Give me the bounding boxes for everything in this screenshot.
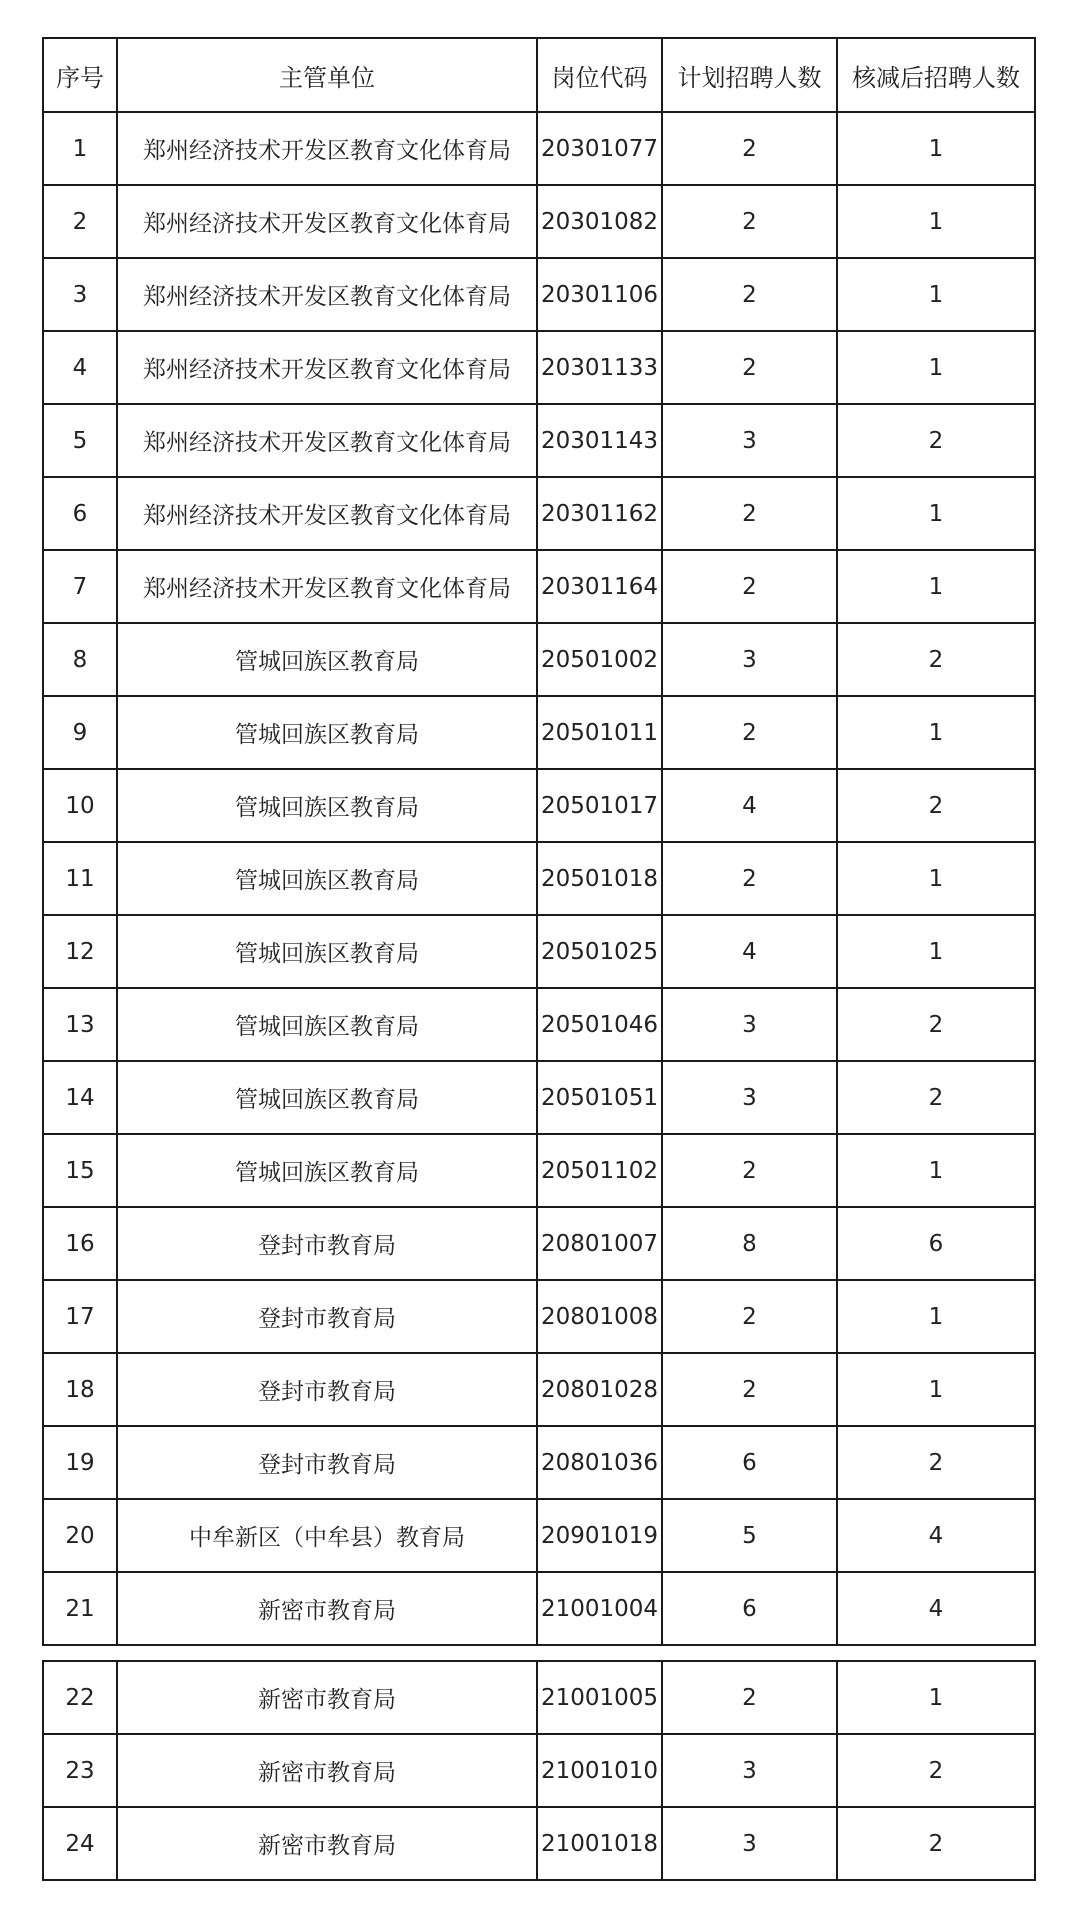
table-row	[43, 696, 1035, 769]
table-row	[43, 623, 1035, 696]
header-code: 岗位代码	[537, 38, 662, 112]
cell-code: 20301082	[537, 185, 662, 258]
cell-reduced: 4	[837, 1499, 1035, 1572]
cell-index: 10	[43, 769, 117, 842]
cell-code: 20301162	[537, 477, 662, 550]
cell-unit: 郑州经济技术开发区教育文化体育局	[117, 477, 537, 550]
cell-reduced: 6	[837, 1207, 1035, 1280]
cell-reduced: 2	[837, 988, 1035, 1061]
cell-index: 23	[43, 1734, 117, 1807]
cell-index: 11	[43, 842, 117, 915]
cell-planned: 6	[662, 1426, 837, 1499]
cell-reduced: 2	[837, 404, 1035, 477]
cell-unit: 新密市教育局	[117, 1807, 537, 1880]
cell-reduced: 1	[837, 550, 1035, 623]
cell-reduced: 2	[837, 1807, 1035, 1880]
cell-index: 18	[43, 1353, 117, 1426]
table-row	[43, 1280, 1035, 1353]
cell-unit: 管城回族区教育局	[117, 1061, 537, 1134]
cell-index: 9	[43, 696, 117, 769]
table-body-continued	[43, 1661, 1035, 1880]
cell-unit: 管城回族区教育局	[117, 988, 537, 1061]
cell-unit: 郑州经济技术开发区教育文化体育局	[117, 112, 537, 185]
cell-code: 20801028	[537, 1353, 662, 1426]
cell-code: 20801036	[537, 1426, 662, 1499]
cell-planned: 4	[662, 915, 837, 988]
cell-index: 1	[43, 112, 117, 185]
cell-index: 13	[43, 988, 117, 1061]
cell-index: 5	[43, 404, 117, 477]
cell-planned: 3	[662, 1734, 837, 1807]
cell-planned: 8	[662, 1207, 837, 1280]
cell-index: 8	[43, 623, 117, 696]
cell-reduced: 2	[837, 1734, 1035, 1807]
cell-planned: 5	[662, 1499, 837, 1572]
table-row	[43, 112, 1035, 185]
table-row	[43, 404, 1035, 477]
cell-reduced: 1	[837, 842, 1035, 915]
cell-code: 20301164	[537, 550, 662, 623]
recruitment-table	[42, 37, 1036, 1646]
recruitment-table-continued	[42, 1660, 1036, 1881]
table-row	[43, 842, 1035, 915]
cell-planned: 3	[662, 1807, 837, 1880]
cell-reduced: 2	[837, 623, 1035, 696]
header-unit: 主管单位	[117, 38, 537, 112]
cell-unit: 管城回族区教育局	[117, 915, 537, 988]
cell-code: 21001005	[537, 1661, 662, 1734]
cell-index: 12	[43, 915, 117, 988]
cell-unit: 管城回族区教育局	[117, 623, 537, 696]
cell-index: 3	[43, 258, 117, 331]
table-row	[43, 988, 1035, 1061]
table-row	[43, 185, 1035, 258]
cell-reduced: 1	[837, 696, 1035, 769]
table-row	[43, 1207, 1035, 1280]
cell-reduced: 1	[837, 1661, 1035, 1734]
cell-reduced: 2	[837, 1426, 1035, 1499]
cell-index: 14	[43, 1061, 117, 1134]
table-body	[43, 112, 1035, 1645]
cell-planned: 3	[662, 404, 837, 477]
cell-unit: 郑州经济技术开发区教育文化体育局	[117, 331, 537, 404]
table-header-row	[43, 38, 1035, 112]
cell-reduced: 1	[837, 477, 1035, 550]
cell-index: 4	[43, 331, 117, 404]
cell-reduced: 1	[837, 1134, 1035, 1207]
cell-planned: 2	[662, 842, 837, 915]
cell-index: 15	[43, 1134, 117, 1207]
cell-index: 6	[43, 477, 117, 550]
cell-index: 21	[43, 1572, 117, 1645]
cell-planned: 2	[662, 1280, 837, 1353]
cell-reduced: 1	[837, 1353, 1035, 1426]
cell-planned: 4	[662, 769, 837, 842]
cell-unit: 管城回族区教育局	[117, 1134, 537, 1207]
cell-unit: 管城回族区教育局	[117, 696, 537, 769]
cell-planned: 2	[662, 331, 837, 404]
cell-index: 2	[43, 185, 117, 258]
cell-code: 20501046	[537, 988, 662, 1061]
cell-code: 21001018	[537, 1807, 662, 1880]
cell-index: 24	[43, 1807, 117, 1880]
cell-code: 20501051	[537, 1061, 662, 1134]
table-row	[43, 1134, 1035, 1207]
cell-reduced: 1	[837, 1280, 1035, 1353]
table-row	[43, 331, 1035, 404]
cell-code: 20501002	[537, 623, 662, 696]
cell-unit: 中牟新区（中牟县）教育局	[117, 1499, 537, 1572]
cell-index: 17	[43, 1280, 117, 1353]
cell-planned: 2	[662, 258, 837, 331]
header-reduced: 核减后招聘人数	[837, 38, 1035, 112]
cell-unit: 新密市教育局	[117, 1572, 537, 1645]
cell-planned: 2	[662, 1661, 837, 1734]
cell-unit: 登封市教育局	[117, 1353, 537, 1426]
cell-code: 20501025	[537, 915, 662, 988]
cell-code: 20801008	[537, 1280, 662, 1353]
cell-planned: 3	[662, 1061, 837, 1134]
cell-code: 20801007	[537, 1207, 662, 1280]
cell-planned: 2	[662, 550, 837, 623]
cell-code: 20301077	[537, 112, 662, 185]
cell-unit: 登封市教育局	[117, 1207, 537, 1280]
table-row	[43, 1807, 1035, 1880]
cell-unit: 管城回族区教育局	[117, 842, 537, 915]
table-row	[43, 915, 1035, 988]
cell-reduced: 1	[837, 185, 1035, 258]
header-planned: 计划招聘人数	[662, 38, 837, 112]
cell-planned: 2	[662, 1353, 837, 1426]
cell-index: 20	[43, 1499, 117, 1572]
cell-reduced: 1	[837, 331, 1035, 404]
cell-unit: 新密市教育局	[117, 1734, 537, 1807]
table-row	[43, 477, 1035, 550]
cell-unit: 郑州经济技术开发区教育文化体育局	[117, 550, 537, 623]
cell-index: 19	[43, 1426, 117, 1499]
cell-code: 20301106	[537, 258, 662, 331]
table-row	[43, 1353, 1035, 1426]
cell-planned: 2	[662, 185, 837, 258]
cell-planned: 2	[662, 112, 837, 185]
cell-code: 20301143	[537, 404, 662, 477]
cell-reduced: 1	[837, 112, 1035, 185]
cell-unit: 新密市教育局	[117, 1661, 537, 1734]
cell-index: 16	[43, 1207, 117, 1280]
cell-unit: 登封市教育局	[117, 1426, 537, 1499]
cell-planned: 3	[662, 623, 837, 696]
cell-code: 20501011	[537, 696, 662, 769]
cell-code: 21001010	[537, 1734, 662, 1807]
table-row	[43, 550, 1035, 623]
cell-planned: 6	[662, 1572, 837, 1645]
table-row	[43, 1572, 1035, 1645]
cell-unit: 郑州经济技术开发区教育文化体育局	[117, 185, 537, 258]
cell-unit: 郑州经济技术开发区教育文化体育局	[117, 404, 537, 477]
cell-code: 20501017	[537, 769, 662, 842]
table-row	[43, 1061, 1035, 1134]
table-row	[43, 769, 1035, 842]
cell-planned: 3	[662, 988, 837, 1061]
header-index: 序号	[43, 38, 117, 112]
cell-reduced: 2	[837, 769, 1035, 842]
table-row	[43, 258, 1035, 331]
cell-planned: 2	[662, 1134, 837, 1207]
cell-unit: 管城回族区教育局	[117, 769, 537, 842]
cell-code: 20501102	[537, 1134, 662, 1207]
cell-index: 7	[43, 550, 117, 623]
table-row	[43, 1661, 1035, 1734]
cell-unit: 郑州经济技术开发区教育文化体育局	[117, 258, 537, 331]
cell-planned: 2	[662, 477, 837, 550]
cell-code: 21001004	[537, 1572, 662, 1645]
cell-reduced: 1	[837, 258, 1035, 331]
cell-reduced: 2	[837, 1061, 1035, 1134]
cell-planned: 2	[662, 696, 837, 769]
cell-reduced: 4	[837, 1572, 1035, 1645]
cell-reduced: 1	[837, 915, 1035, 988]
cell-unit: 登封市教育局	[117, 1280, 537, 1353]
table-row	[43, 1499, 1035, 1572]
cell-index: 22	[43, 1661, 117, 1734]
table-row	[43, 1426, 1035, 1499]
cell-code: 20901019	[537, 1499, 662, 1572]
table-row	[43, 1734, 1035, 1807]
cell-code: 20301133	[537, 331, 662, 404]
cell-code: 20501018	[537, 842, 662, 915]
